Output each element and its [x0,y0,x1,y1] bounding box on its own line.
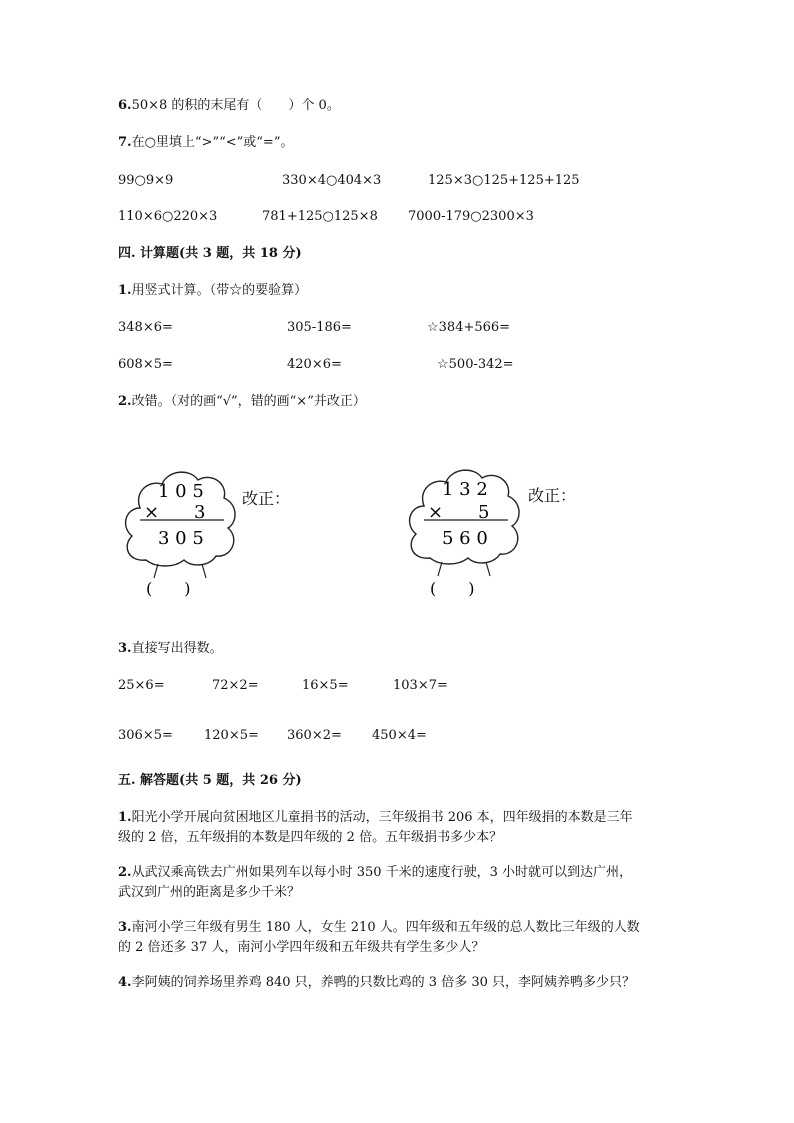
word-problem-4 [118,974,635,992]
oral-item: 16×5= [302,678,349,693]
multiply-sign: × [144,502,160,523]
answer-paren: ( ) [430,579,475,598]
question-text: 直接写出得数。 [131,641,223,656]
calc-item: ☆500-342= [437,357,514,372]
fix-label: 改正： [528,486,577,505]
calc-question-3 [118,640,223,658]
section-title: 四. 计算题(共 3 题，共 18 分) [118,246,302,261]
oral-item: 360×2= [287,728,342,743]
question-number: 3. [118,920,132,935]
calc-item: ☆384+566= [427,320,511,335]
tree-problem-1 [118,462,243,606]
question-text-cont: 的 2 倍还多 37 人，南河小学四年级和五年级共有学生多少人？ [118,940,485,955]
question-7 [118,134,293,152]
oral-item: 72×2= [212,678,259,693]
calc-item: 348×6= [118,320,173,335]
oral-item: 306×5= [118,728,173,743]
compare-item: 110×6○220×3 [118,209,218,224]
oral-item: 450×4= [372,728,427,743]
tree-illustration [118,462,243,602]
oral-item: 120×5= [204,728,259,743]
calc-item: 305-186= [287,320,352,335]
oral-item: 25×6= [118,678,165,693]
question-6 [118,97,340,115]
multiply-sign: × [428,502,444,523]
tree-problem-2 [402,460,527,604]
calc-question-2 [118,393,366,411]
question-text: 改错。（对的画“√”，错的画“×”并改正） [131,394,366,409]
tree-result: 3 0 5 [158,528,204,549]
question-number: 2. [118,394,132,409]
question-number: 3. [118,641,132,656]
tree-top-number: 1 3 2 [442,479,488,500]
question-number: 1. [118,283,132,298]
question-number: 6. [118,98,132,113]
question-number: 1. [118,810,132,825]
question-text: 南河小学三年级有男生 180 人，女生 210 人。四年级和五年级的总人数比三年级的人数 [131,920,640,935]
compare-item: 781+125○125×8 [262,209,378,224]
question-text: 在○里填上“>”“<”或“=”。 [131,135,294,150]
question-text: 阳光小学开展向贫困地区儿童捐书的活动，三年级捐书 206 本，四年级捐的本数是三年 [131,810,633,825]
oral-item: 103×7= [393,678,448,693]
fix-label: 改正： [242,489,291,508]
calc-item: 420×6= [287,357,342,372]
section-title: 五. 解答题(共 5 题，共 26 分) [118,773,302,788]
compare-item: 330×4○404×3 [282,173,382,188]
tree-factor: 5 [478,502,490,523]
question-text-cont: 武汉到广州的距离是多少千米？ [118,885,301,900]
compare-item: 125×3○125+125+125 [428,173,580,188]
question-number: 2. [118,865,132,880]
answer-paren: ( ) [146,579,191,598]
question-number: 4. [118,975,132,990]
calc-question-1 [118,282,307,300]
word-problem-1 [118,809,633,827]
compare-item: 7000-179○2300×3 [408,209,534,224]
question-text: 李阿姨的饲养场里养鸡 840 只，养鸭的只数比鸡的 3 倍多 30 只，李阿姨养鸭多少只？ [131,975,635,990]
tree-factor: 3 [194,502,206,523]
word-problem-2 [118,864,632,882]
question-text-cont: 级的 2 倍，五年级捐的本数是四年级的 2 倍。五年级捐书多少本？ [118,830,503,845]
tree-top-number: 1 0 5 [158,481,204,502]
question-text: 用竖式计算。（带☆的要验算） [131,283,308,298]
compare-item: 99○9×9 [118,173,174,188]
tree-illustration [402,460,527,600]
question-text: 从武汉乘高铁去广州如果列车以每小时 350 千米的速度行驶，3 小时就可以到达广州， [131,865,633,880]
calc-item: 608×5= [118,357,173,372]
question-number: 7. [118,135,132,150]
tree-result: 5 6 0 [442,528,488,549]
question-text: 50×8 的积的末尾有（ ）个 0。 [131,98,340,113]
word-problem-3 [118,919,640,937]
